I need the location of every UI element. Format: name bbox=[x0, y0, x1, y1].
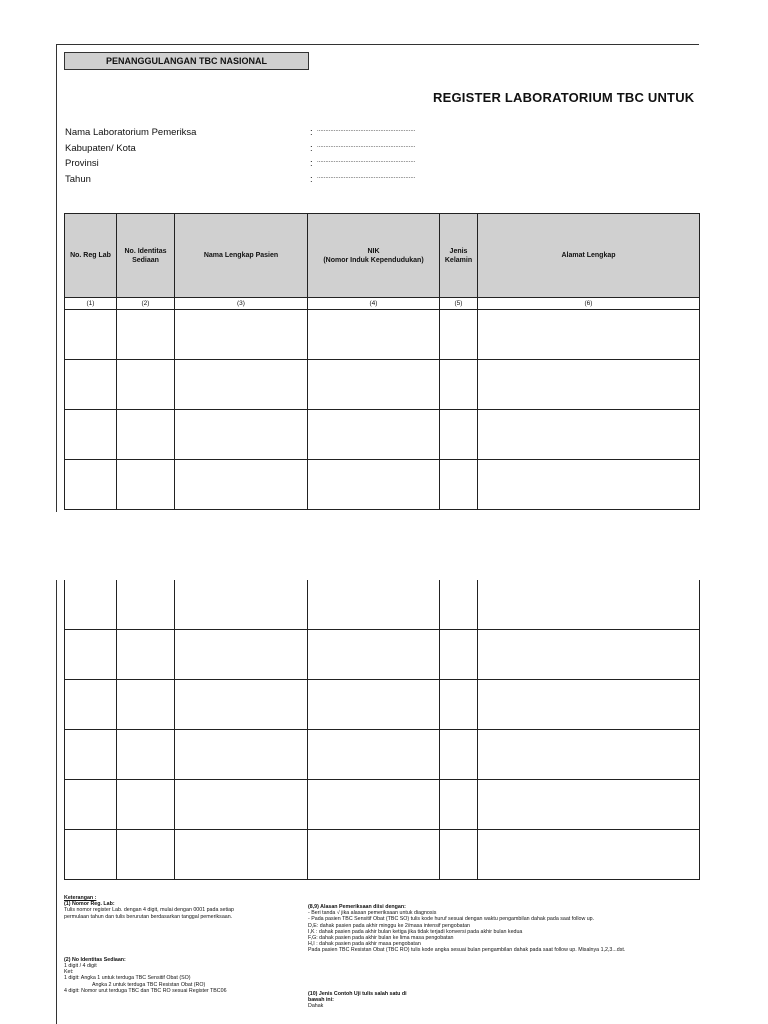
meta-label: Kabupaten/ Kota bbox=[65, 142, 136, 154]
table-cell[interactable] bbox=[440, 630, 478, 680]
table-cell[interactable] bbox=[65, 780, 117, 830]
program-badge: PENANGGULANGAN TBC NASIONAL bbox=[64, 52, 309, 70]
table-cell[interactable] bbox=[65, 630, 117, 680]
table-cell[interactable] bbox=[117, 410, 175, 460]
meta-fill-line: ........................................................... bbox=[317, 127, 416, 133]
meta-colon: : bbox=[310, 142, 313, 154]
meta-row-provinsi bbox=[65, 158, 465, 174]
note-10-title: (10) Jenis Contoh Uji tulis salah satu di bbox=[308, 990, 407, 997]
table-cell[interactable] bbox=[175, 730, 308, 780]
table-cell[interactable] bbox=[478, 360, 700, 410]
table-cell[interactable] bbox=[175, 580, 308, 630]
table-cell[interactable] bbox=[478, 630, 700, 680]
table-cell[interactable] bbox=[308, 580, 440, 630]
col-header-nik: NIK (Nomor Induk Kependudukan) bbox=[308, 214, 440, 298]
page-title: REGISTER LABORATORIUM TBC UNTUK bbox=[433, 90, 695, 105]
table-cell[interactable] bbox=[117, 580, 175, 630]
meta-row-lab bbox=[65, 127, 465, 143]
table-cell[interactable] bbox=[175, 780, 308, 830]
table-cell[interactable] bbox=[308, 630, 440, 680]
meta-label: Tahun bbox=[65, 173, 91, 185]
table-cell[interactable] bbox=[440, 780, 478, 830]
col-header-reg-lab: No. Reg Lab bbox=[65, 214, 117, 298]
table-cell[interactable] bbox=[175, 310, 308, 360]
table-cell[interactable] bbox=[65, 360, 117, 410]
col-number: (2) bbox=[117, 298, 175, 310]
table-cell[interactable] bbox=[117, 460, 175, 510]
table-cell[interactable] bbox=[175, 630, 308, 680]
table-cell[interactable] bbox=[478, 730, 700, 780]
note-2-text: Angka 2 untuk terduga TBC Resistan Obat (RO) bbox=[92, 981, 206, 988]
note-1-text: Tulis nomor register Lab. dengan 4 digit, mulai dengan 0001 pada setiap bbox=[64, 907, 235, 914]
table-cell[interactable] bbox=[308, 730, 440, 780]
table-cell[interactable] bbox=[65, 580, 117, 630]
table-cell[interactable] bbox=[175, 680, 308, 730]
left-margin-line-top bbox=[56, 44, 57, 512]
table-cell[interactable] bbox=[65, 680, 117, 730]
left-margin-line-bottom bbox=[56, 580, 57, 1024]
note-89-text: - Beri tanda √ jika alasan pemeriksaan untuk diagnosis bbox=[308, 910, 437, 917]
table-cell[interactable] bbox=[478, 410, 700, 460]
table-row bbox=[65, 730, 700, 780]
note-89-text: - Pada pasien TBC Sensitif Obat (TBC SO) tulis kode huruf sesuai dengan waktu pengambilan dahak pada saat follow up. bbox=[308, 916, 595, 923]
notes-left bbox=[64, 895, 304, 994]
table-cell[interactable] bbox=[308, 780, 440, 830]
meta-fields bbox=[65, 127, 465, 189]
note-89-text: F,G: dahak pasien pada akhir bulan ke lima masa pengobatan bbox=[308, 935, 454, 942]
table-cell[interactable] bbox=[117, 360, 175, 410]
table-cell[interactable] bbox=[65, 410, 117, 460]
col-header-alamat: Alamat Lengkap bbox=[478, 214, 700, 298]
note-2-text: 1 digit / 4 digit bbox=[64, 963, 97, 970]
table-cell[interactable] bbox=[440, 460, 478, 510]
table-cell[interactable] bbox=[440, 580, 478, 630]
table-row bbox=[65, 630, 700, 680]
table-cell[interactable] bbox=[478, 780, 700, 830]
table-row bbox=[65, 310, 700, 360]
table-cell[interactable] bbox=[440, 410, 478, 460]
table-cell[interactable] bbox=[440, 730, 478, 780]
table-cell[interactable] bbox=[478, 580, 700, 630]
table-cell[interactable] bbox=[440, 310, 478, 360]
meta-fill-line: ........................................................... bbox=[317, 142, 416, 149]
register-table-bottom bbox=[64, 580, 700, 880]
table-cell[interactable] bbox=[117, 630, 175, 680]
table-row bbox=[65, 460, 700, 510]
note-89-title: (8,9) Alasan Pemeriksaan diisi dengan: bbox=[308, 904, 406, 910]
table-row bbox=[65, 780, 700, 830]
meta-label: Provinsi bbox=[65, 158, 99, 169]
note-89-text: D,E: dahak pasien pada akhir minggu ke 2/masa intensif pengobatan bbox=[308, 922, 470, 929]
notes-right bbox=[308, 904, 708, 1009]
table-cell[interactable] bbox=[308, 410, 440, 460]
note-89-text: H,I : dahak pasien pada akhir masa pengobatan bbox=[308, 941, 421, 948]
meta-colon: : bbox=[310, 173, 313, 185]
table-cell[interactable] bbox=[308, 680, 440, 730]
table-cell[interactable] bbox=[117, 830, 175, 880]
note-2-title: (2) No Identitas Sediaan: bbox=[64, 956, 126, 963]
table-cell[interactable] bbox=[65, 460, 117, 510]
meta-fill-line: ........................................................... bbox=[317, 173, 416, 180]
col-number: (6) bbox=[478, 298, 700, 310]
table-cell[interactable] bbox=[117, 310, 175, 360]
note-1-text: permulaan tahun dan tulis berurutan berdasarkan tanggal pemeriksaan. bbox=[64, 913, 233, 920]
table-cell[interactable] bbox=[308, 460, 440, 510]
table-cell[interactable] bbox=[175, 460, 308, 510]
table-cell[interactable] bbox=[175, 360, 308, 410]
table-cell[interactable] bbox=[175, 830, 308, 880]
meta-colon: : bbox=[310, 158, 313, 169]
notes-spacer bbox=[64, 920, 304, 957]
meta-row-tahun bbox=[65, 174, 465, 190]
col-header-identitas: No. Identitas Sediaan bbox=[117, 214, 175, 298]
meta-colon: : bbox=[310, 127, 313, 138]
col-header-jenis-kelamin: Jenis Kelamin bbox=[440, 214, 478, 298]
note-2-text: 1 digit: Angka 1 untuk terduga TBC Sensitif Obat (SO) bbox=[64, 975, 191, 982]
table-row bbox=[65, 580, 700, 630]
table-cell[interactable] bbox=[65, 830, 117, 880]
table-cell[interactable] bbox=[478, 310, 700, 360]
table-cell[interactable] bbox=[440, 830, 478, 880]
note-10-text: Dahak bbox=[308, 1003, 324, 1010]
note-89-text: Pada pasien TBC Resistan Obat (TBC RO) tulis kode angka sesuai bulan pengambilan dahak pada saat follow up. Misalnya 1,2,3...dst. bbox=[308, 947, 626, 954]
note-10-title: bawah ini: bbox=[308, 996, 334, 1003]
meta-row-kabupaten bbox=[65, 143, 465, 159]
note-2-text: 4 digit: Nomor urut terduga TBC dan TBC RO sesuai Register TBC06 bbox=[64, 987, 227, 994]
table-row bbox=[65, 360, 700, 410]
table-cell[interactable] bbox=[308, 830, 440, 880]
col-header-nama: Nama Lengkap Pasien bbox=[175, 214, 308, 298]
note-89-text: I,K : dahak pasien pada akhir bulan ketiga jika tidak terjadi konversi pada akhir bulan kedua bbox=[308, 928, 523, 935]
col-number: (5) bbox=[440, 298, 478, 310]
notes-spacer bbox=[308, 954, 708, 991]
table-cell[interactable] bbox=[308, 360, 440, 410]
table-row bbox=[65, 410, 700, 460]
table-cell[interactable] bbox=[308, 310, 440, 360]
table-row bbox=[65, 680, 700, 730]
meta-label: Nama Laboratorium Pemeriksa bbox=[65, 127, 197, 138]
col-number: (4) bbox=[308, 298, 440, 310]
table-row bbox=[65, 830, 700, 880]
table-cell[interactable] bbox=[440, 360, 478, 410]
top-border-line bbox=[56, 44, 699, 45]
table-cell[interactable] bbox=[117, 680, 175, 730]
note-2-text: Ket: bbox=[64, 969, 74, 976]
table-cell[interactable] bbox=[117, 780, 175, 830]
col-number: (1) bbox=[65, 298, 117, 310]
notes-title: Keterangan : bbox=[64, 895, 97, 901]
column-number-row bbox=[65, 298, 700, 310]
table-cell[interactable] bbox=[478, 830, 700, 880]
table-cell[interactable] bbox=[65, 730, 117, 780]
meta-fill-line: ........................................................... bbox=[317, 158, 416, 164]
table-cell[interactable] bbox=[478, 460, 700, 510]
table-cell[interactable] bbox=[478, 680, 700, 730]
table-cell[interactable] bbox=[65, 310, 117, 360]
note-1-title: (1) Nomor Reg. Lab: bbox=[64, 901, 115, 908]
col-number: (3) bbox=[175, 298, 308, 310]
header-row bbox=[65, 214, 700, 298]
table-cell[interactable] bbox=[440, 680, 478, 730]
table-cell[interactable] bbox=[175, 410, 308, 460]
table-cell[interactable] bbox=[117, 730, 175, 780]
register-table-top bbox=[64, 213, 700, 510]
